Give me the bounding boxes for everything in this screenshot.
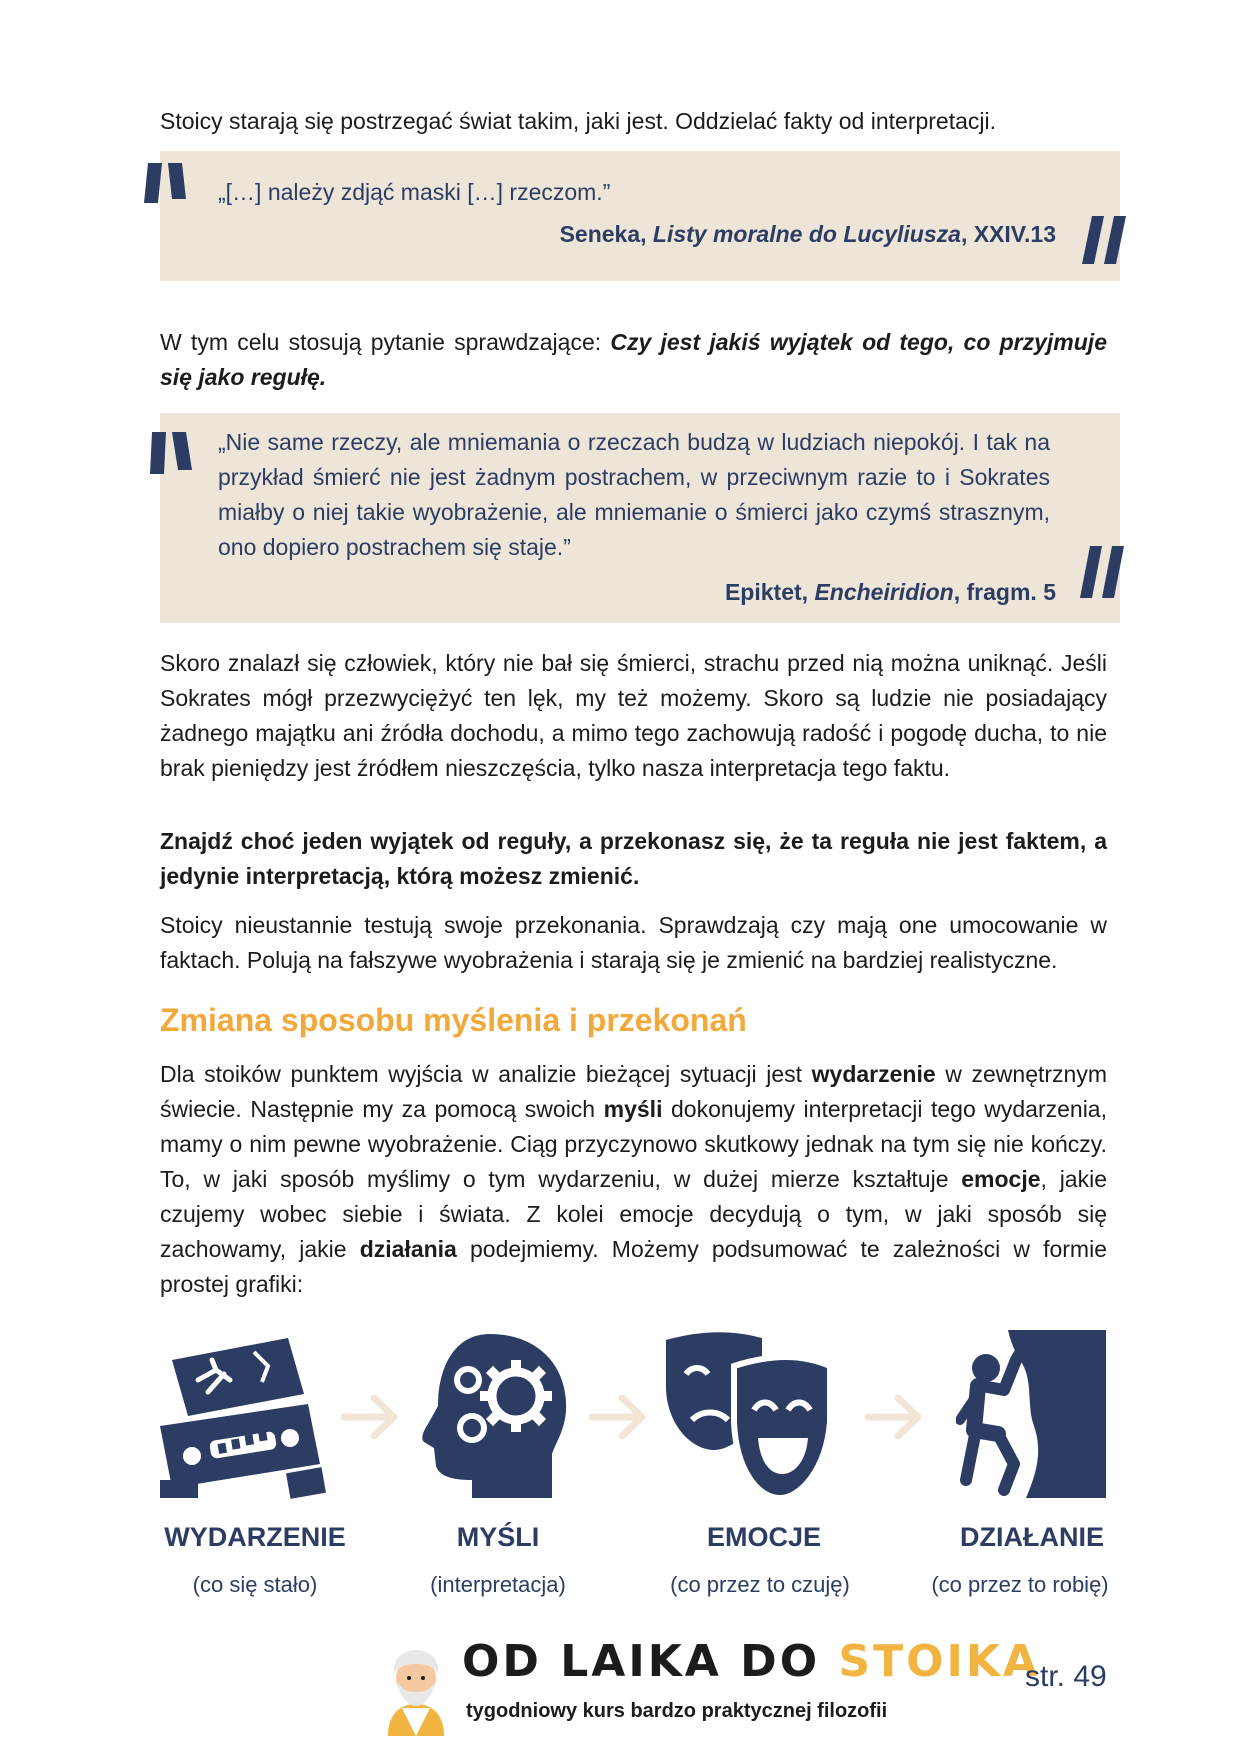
- flow-sub-emotions: (co przez to czuję): [670, 1572, 850, 1597]
- stoic-mascot-icon: [384, 1646, 448, 1736]
- climber-icon: [956, 1330, 1106, 1502]
- arrow-right-icon: [588, 1392, 648, 1442]
- flow-sub-action: (co przez to robię): [931, 1572, 1109, 1597]
- quote-box-seneca: [160, 151, 1120, 281]
- arrow-right-icon: [864, 1392, 924, 1442]
- section-heading: Zmiana sposobu myślenia i przekonań: [160, 1002, 747, 1038]
- open-quote-icon: [140, 163, 188, 207]
- close-quote-icon: [1080, 216, 1128, 266]
- body-paragraph: Skoro znalazł się człowiek, który nie bał się śmierci, strachu przed nią można uniknąć. Jeśli Sokrates mógł przezwyciężyć ten lęk, my też możemy. Skoro są ludzie nie posiadający żadnego majątku ani źródła dochodu, a mimo tego zachowują radość i pogodę ducha, to nie brak pieniędzy jest źródłem nieszczęścia, tylko nasza interpretacja tego faktu.: [160, 650, 1107, 781]
- quote-text: „Nie same rzeczy, ale mniemania o rzeczach budzą w ludziach niepokój. I tak na przykład śmierć nie jest żadnym postrachem, w przeciwnym razie to i Sokrates miałby o niej takie wyobrażenie, ale mniemanie o śmierci jako czymś strasznym, ono dopiero postrachem się staje.”: [218, 429, 1050, 560]
- intro-paragraph: Stoicy starają się postrzegać świat takim, jaki jest. Oddzielać fakty od interpretacji.: [160, 108, 997, 134]
- flow-label-emotions: EMOCJE: [706, 1522, 822, 1552]
- emphasis-paragraph: Znajdź choć jeden wyjątek od reguły, a przekonasz się, że ta reguła nie jest faktem, a jedynie interpretacją, którą możesz zmienić.: [160, 828, 1107, 889]
- open-quote-icon: [146, 432, 194, 478]
- flow-sub-thoughts: (interpretacja): [430, 1572, 566, 1597]
- flow-label-action: DZIAŁANIE: [960, 1522, 1104, 1552]
- flow-label-event: WYDARZENIE: [164, 1522, 346, 1552]
- brand-tagline: tygodniowy kurs bardzo praktycznej filozofii: [466, 1700, 888, 1722]
- flow-sub-event: (co się stało): [192, 1572, 318, 1597]
- theater-masks-icon: [662, 1330, 832, 1502]
- head-gears-icon: [420, 1330, 570, 1502]
- arrow-right-icon: [340, 1392, 400, 1442]
- quote-text: „[…] należy zdjąć maski […] rzeczom.”: [218, 179, 611, 205]
- body-paragraph: Dla stoików punktem wyjścia w analizie bieżącej sytuacji jest wydarzenie w zewnętrznym świecie. Następnie my za pomocą swoich myśli dokonujemy interpretacji tego wydarzenia, mamy o nim pewne wyobrażenie. Ciąg przyczynowo skutkowy jednak na tym się nie kończy. To, w jaki sposób myślimy o tym wydarzeniu, w dużej mierze kształtuje emocje, jakie czujemy wobec siebie i świata. Z kolei emocje decydują o tym, w jaki sposób się zachowamy, jakie działania podejmiemy. Możemy podsumować te zależności w formie prostej grafiki:: [160, 1061, 1108, 1297]
- flow-label-thoughts: MYŚLI: [456, 1522, 540, 1552]
- page-number: str. 49: [1025, 1660, 1107, 1693]
- brand-logo-text: OD LAIKA DO STOIKA: [462, 1636, 1041, 1687]
- quote-box-epiktet: [160, 413, 1120, 623]
- question-paragraph: W tym celu stosują pytanie sprawdzające: Czy jest jakiś wyjątek od tego, co przyjmuje się jako regułę.: [160, 329, 1107, 390]
- close-quote-icon: [1078, 546, 1126, 600]
- quote-source: Seneka, Listy moralne do Lucyliusza, XXIV.13: [559, 221, 1056, 247]
- body-paragraph: Stoicy nieustannie testują swoje przekonania. Sprawdzają czy mają one umocowanie w faktach. Polują na fałszywe wyobrażenia i starają się je zmienić na bardziej realistyczne.: [160, 912, 1107, 973]
- quote-source: Epiktet, Encheiridion, fragm. 5: [724, 579, 1056, 605]
- car-crash-icon: [158, 1330, 330, 1502]
